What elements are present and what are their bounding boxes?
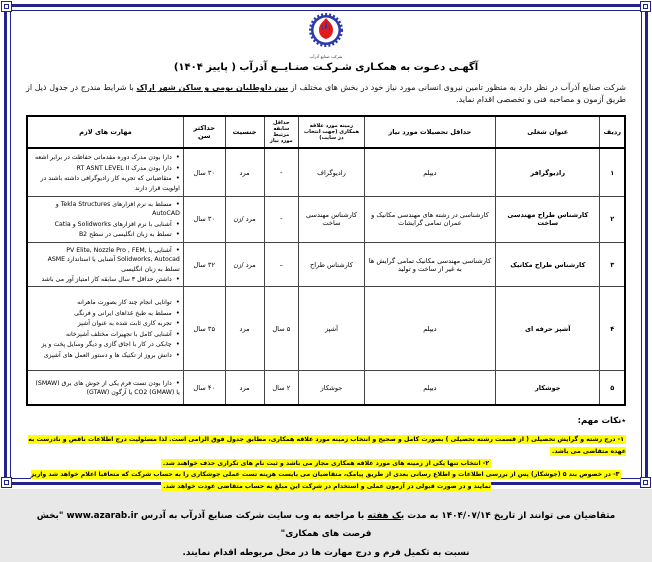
education-cell: دیپلم [364,148,495,196]
note-item-2 [26,458,626,470]
max-age-cell: ۳۵ سال [183,287,225,371]
skill-item: • دارا بودن تست فرم یکی از جوش های برق (SMAW) یا CO2 (GMAW) یا آرگون (GTAW) [31,378,180,398]
website-link[interactable]: www.azarab.ir [66,510,138,521]
experience-cell: – [264,242,299,287]
experience-cell: - [264,148,299,196]
skill-item: • توانایی انجام چند کار بصورت ماهرانه [31,297,180,308]
job-title: کارشناس طراح مهندسی ساخت [496,196,600,242]
skills-cell [27,287,183,371]
experience-cell: - [264,196,299,242]
gender-cell: مرد [225,371,264,405]
education-cell: کارشناسی مهندسی مکانیک تمامی گرایش ها به غیر از ساخت و تولید [364,242,495,287]
skill-item: • مسلط به نرم افزارهای Tekla Structures و AutoCAD [31,199,180,219]
note-3-text: ۳- در خصوص بند ۵ (جوشکار) پس از بررسی اطلاعات و اطلاع رسانی بعدی از طریق پیامک، متقاضیان می بایست هزینه تست عملی جوشکاری را به حساب شرکت که متعاقبا اعلام خواهد شد واریز نمایند و در صورت قبولی در آزمون عملی و استخدام در شرکت این مبلغ به حساب متقاضی عودت خواهد شد. [30,471,620,491]
intro-seg1: شرکت صنایع آذرآب در نظر دارد به منظور تامین نیروی انسانی مورد نیاز خود در بخش های مختلف از [290,83,627,93]
skills-cell [27,242,183,287]
logo-caption: شرکت صنایع آذرآب [309,54,343,59]
notes-heading: ٭نکات مهم: [577,415,626,426]
table-row [27,148,625,196]
skill-item: • دانش بروز از تکنیک ها و دستور العمل های آشپزی [31,350,180,361]
max-age-cell: ۳۲ سال [183,242,225,287]
skill-item: • آشنایی با PV Elite, Nozzle Pro , FEM, Solidworks, Autocad آشنایی با استاندارد ASME تسلط به زبان انگلیسی [31,245,180,274]
table-row [27,287,625,371]
gender-cell: مرد /زن [225,242,264,287]
note-1-text: ۱- درج رشته و گرایش تحصیلی ( از قسمت رشته تحصیلی ) بصورت کامل و صحیح و انتخاب زمینه مورد علاقه همکاری، مطابق جدول فوق الزامی است. لذا مسئولیت درج اطلاعات ناقص و نادرست به عهده متقاضی می باشد. [28,435,626,455]
max-age-cell: ۳۰ سال [183,148,225,196]
skill-item: • دارا بودن مدرک دوره مقدماتی حفاظت در برابر اشعه [31,152,180,163]
experience-cell: ۲ سال [264,371,299,405]
field-cell: آشپز [299,287,365,371]
intro-seg2: با شرایط مندرج در جدول ذیل از طریق آزمون و مصاحبه فنی و تخصصی اقدام نماید. [26,83,626,105]
job-title: آشپز حرفه ای [496,287,600,371]
education-cell: کارشناسی در رشته های مهندسی مکانیک و عمران تمامی گرایشات [364,196,495,242]
note-item-1 [26,434,626,458]
max-age-cell: ۳۰ سال [183,196,225,242]
jobs-table [26,115,626,406]
footer-line-1 [26,507,626,544]
field-cell: رادیوگراف [299,148,365,196]
page-title: آگهـی دعـوت به همکـاری شـرکـت صنـایــع آذرآب ( پاییز ۱۴۰۴) [173,62,479,74]
education-cell: دیپلم [364,371,495,405]
job-title: رادیوگرافر [496,148,600,196]
notes-list [26,434,626,493]
intro-highlight: بین داوطلبان بومی و ساکن شهر اراک [136,83,289,93]
intro-paragraph [26,82,626,106]
gender-cell: مرد /زن [225,196,264,242]
field-cell: کارشناس طراح [299,242,365,287]
skills-cell [27,148,183,196]
company-logo [26,12,626,59]
footer-seg3: با مراجعه به وب سایت شرکت صنایع آذرآب به آدرس [141,510,365,521]
experience-cell: ۵ سال [264,287,299,371]
azarab-logo-icon [306,12,346,52]
skills-cell [27,196,183,242]
skills-cell [27,371,183,405]
footer-seg1: متقاضیان می توانند از تاریخ [493,510,616,521]
skill-item: • مسلط به طبخ غذاهای ایرانی و فرنگی [31,308,180,319]
table-header-row [27,116,625,148]
header-education: حداقل تحصیلات مورد نیاز [364,116,495,148]
row-number: ۲ [600,196,625,242]
job-title: جوشکار [496,371,600,405]
header-max-age: حداکثر سن [183,116,225,148]
skill-item: • چابکی در کار با اجاق گازی و دیگر وسایل پخت و پز [31,339,180,350]
header-row-number: ردیف [600,116,625,148]
header-experience: حداقل سابقه مرتبط مورد نیاز [264,116,299,148]
row-number: ۵ [600,371,625,405]
field-cell: جوشکار [299,371,365,405]
footer-week: یک هفته [367,510,405,521]
table-row [27,242,625,287]
note-2-text: ۲- انتخاب تنها یکی از زمینه های مورد علاقه همکاری مجاز می باشد و ثبت نام های تکراری حذف خواهند شد. [162,459,490,467]
table-row [27,196,625,242]
row-number: ۱ [600,148,625,196]
row-number: ۴ [600,287,625,371]
footer-line-2: نسبت به تکمیل فرم و درج مهارت ها در محل مربوطه اقدام نمایند. [182,547,470,558]
header-skills: مهارت های لازم [27,116,183,148]
footer-seg2: به مدت [407,510,439,521]
education-cell: دیپلم [364,287,495,371]
skill-item: • تجربه کاری ثابت شده به عنوان آشپز [31,318,180,329]
skill-item: • داشتن حداقل ۳ سال سابقه کار امتیاز آور می باشد [31,274,180,285]
row-number: ۳ [600,242,625,287]
table-row [27,371,625,405]
header-job-title: عنوان شغلی [496,116,600,148]
footer-instructions [26,507,626,562]
skill-item: • آشنایی کامل با تجهیزات مختلف آشپزخانه [31,329,180,340]
skill-item: • تسلط به زبان انگلیسی در سطح B2 [31,229,180,240]
gender-cell: مرد [225,287,264,371]
header-field: زمینه مورد علاقه همکاری (جهت انتخاب در سایت) [299,116,365,148]
skill-item: • دارا بودن مدرک RT ASNT LEVEL II [31,163,180,174]
note-item-3 [26,469,626,493]
max-age-cell: ۴۰ سال [183,371,225,405]
skill-item: • متقاضیانی که تجربه کار رادیوگرافی داشته باشند در اولویت قرار دارند [31,173,180,193]
header-gender: جنسیت [225,116,264,148]
skill-item: • آشنایی با نرم افزارهای Solidworks و Catia [31,219,180,230]
footer-seg4: "بخش فرصت های همکاری" [36,510,372,540]
gender-cell: مرد [225,148,264,196]
job-title: کارشناس طراح مکانیک [496,242,600,287]
field-cell: کارشناس مهندسی ساخت [299,196,365,242]
footer-date: ۱۴۰۴/۰۷/۱۴ [441,510,491,521]
